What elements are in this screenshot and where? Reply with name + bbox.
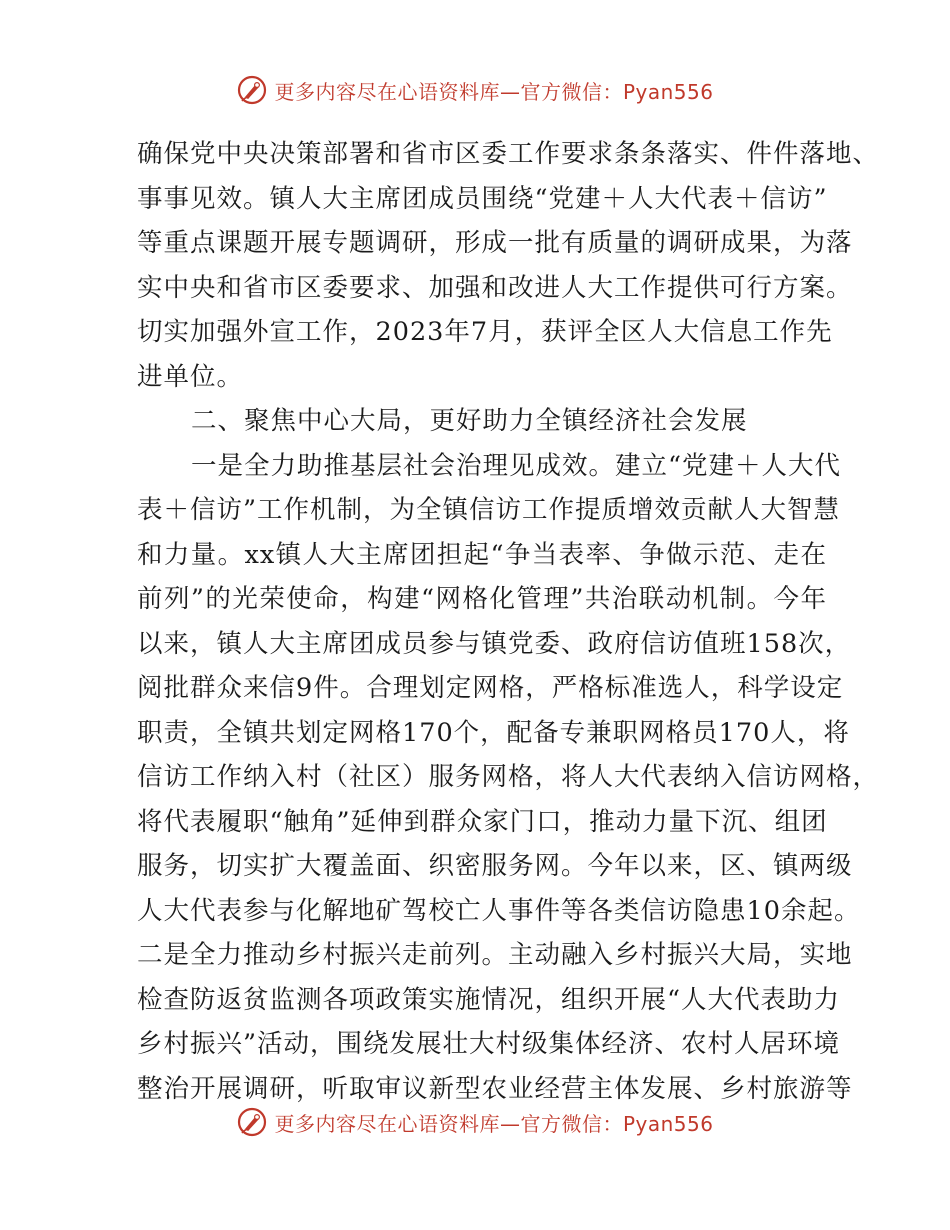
text-line: 检查防返贫监测各项政策实施情况，组织开展“人大代表助力: [137, 984, 841, 1015]
text-line: 二、聚焦中心大局，更好助力全镇经济社会发展: [191, 406, 748, 436]
text-line: 信访工作纳入村（社区）服务网格，将人大代表纳入信访网格，: [137, 762, 880, 792]
text-line: 前列”的光荣使命，构建“网格化管理”共治联动机制。今年: [137, 584, 827, 614]
text-line: 和力量。xx镇人大主席团担起“争当表率、争做示范、走在: [137, 539, 827, 570]
text-line: 切实加强外宣工作，2023年7月，获评全区人大信息工作先: [137, 317, 833, 347]
text-line: 人大代表参与化解地矿驾校亡人事件等各类信访隐患10余起。: [137, 895, 861, 926]
text-line: 表＋信访”工作机制，为全镇信访工作提质增效贡献人大智慧: [137, 495, 841, 525]
text-line: 等重点课题开展专题调研，形成一批有质量的调研成果，为落: [137, 228, 853, 258]
text-line: 服务，切实扩大覆盖面、织密服务网。今年以来，区、镇两级: [137, 851, 853, 881]
watermark-text: 更多内容尽在心语资料库—官方微信：Pyan556: [274, 1111, 714, 1136]
text-line: 一是全力助推基层社会治理见成效。建立“党建＋人大代: [191, 450, 842, 481]
text-line: 二是全力推动乡村振兴走前列。主动融入乡村振兴大局，实地: [137, 940, 853, 970]
text-line: 确保党中央决策部署和省市区委工作要求条条落实、件件落地、: [137, 139, 880, 169]
text-line: 乡村振兴”活动，围绕发展壮大村级集体经济、农村人居环境: [137, 1029, 841, 1059]
footer-watermark: [0, 1102, 950, 1142]
pen-nib-seal-icon: [236, 1106, 268, 1138]
header-watermark: [0, 70, 950, 110]
text-line: 以来，镇人大主席团成员参与镇党委、政府信访值班158次，: [137, 628, 852, 659]
document-body: [137, 132, 880, 1111]
text-line: 整治开展调研，听取审议新型农业经营主体发展、乡村旅游等: [137, 1073, 853, 1104]
pen-nib-seal-icon: [236, 74, 268, 106]
text-line: 进单位。: [137, 361, 244, 392]
text-line: 实中央和省市区委要求、加强和改进人大工作提供可行方案。: [137, 272, 853, 303]
text-line: 职责，全镇共划定网格170个，配备专兼职网格员170人，将: [137, 717, 850, 748]
watermark-text: 更多内容尽在心语资料库—官方微信：Pyan556: [274, 79, 714, 104]
text-line: 阅批群众来信9件。合理划定网格，严格标准选人，科学设定: [137, 673, 844, 703]
text-line: 事事见效。镇人大主席团成员围绕“党建＋人大代表＋信访”: [137, 183, 828, 214]
text-line: 将代表履职“触角”延伸到群众家门口，推动力量下沉、组团: [137, 806, 828, 837]
